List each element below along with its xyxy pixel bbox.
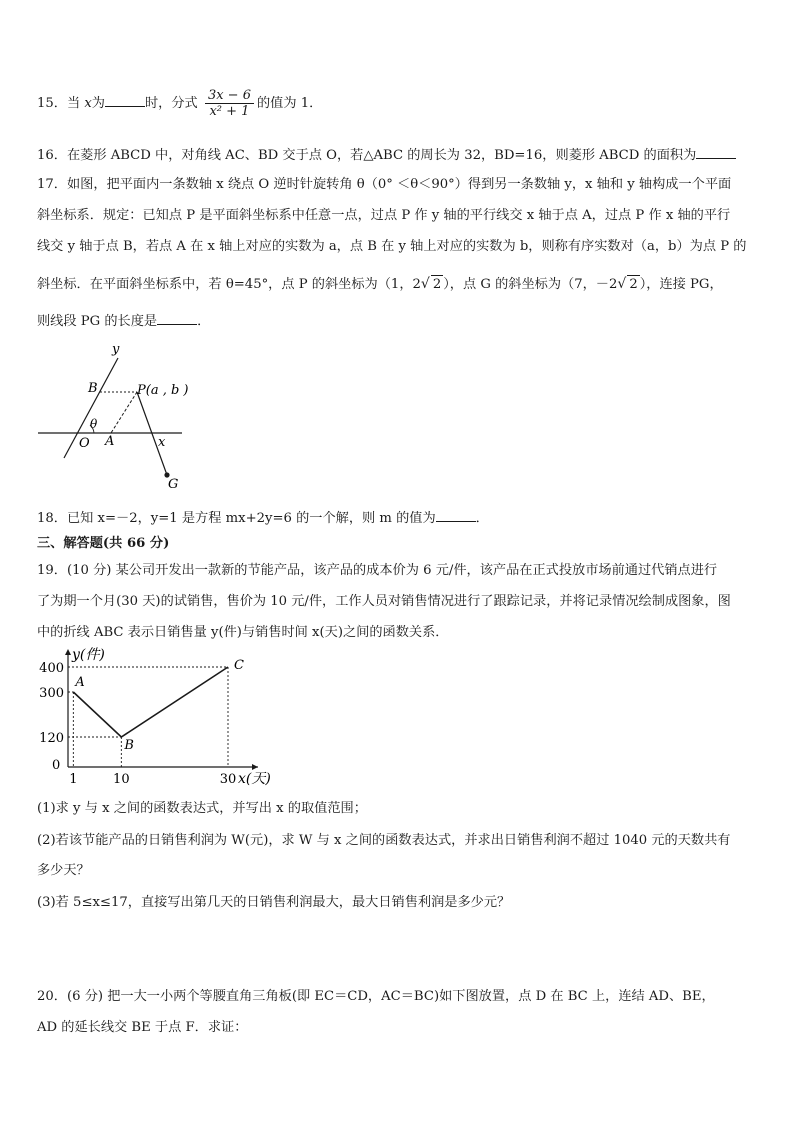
point-label-C: C: [234, 658, 244, 673]
question-19-line-3: 中的折线 ABC 表示日销售量 y(件)与销售时间 x(天)之间的函数关系．: [37, 625, 449, 640]
question-19-sub-2-line-2: 多少天？: [37, 863, 90, 878]
point-label-B: B: [124, 738, 134, 753]
question-17-line-2: 斜坐标系．规定：已知点 P 是平面斜坐标系中任意一点，过点 P 作 y 轴的平行线交 x 轴于点 A，过点 P 作 x 轴的平行: [37, 208, 731, 223]
sales-chart: [30, 643, 271, 793]
question-18: 18．已知 x=－2，y=1 是方程 mx+2y=6 的一个解，则 m 的值为 ．: [37, 511, 489, 526]
x-tick-label-30: 30: [219, 772, 237, 787]
question-17-line-5: 则线段 PG 的长度是 ．: [37, 314, 211, 329]
fraction-numerator: 3x − 6: [205, 88, 254, 104]
x-tick-label-1: 1: [69, 772, 78, 787]
label-x: x: [158, 435, 166, 450]
question-19-sub-2-line-1: (2)若该节能产品的日销售利润为 W(元)，求 W 与 x 之间的函数表达式，并求出日销售利润不超过 1040 元的天数共有: [37, 833, 731, 848]
y-axis-arrow: [65, 649, 71, 655]
section-title: 三、解答题(共 66 分): [37, 536, 170, 551]
point-label-A: A: [75, 675, 85, 690]
question-17-line-4: 斜坐标．在平面斜坐标系中，若 θ=45°，点 P 的斜坐标为（1，2√ 2 ），点 G 的斜坐标为（7，－2√ 2 ），连接 PG，: [37, 276, 723, 292]
question-17-line-3: 线交 y 轴于点 B，若点 A 在 x 轴上对应的实数为 a，点 B 在 y 轴上对应的实数为 b，则称有序实数对（a，b）为点 P 的: [37, 239, 747, 254]
x-tick-label-10: 10: [113, 772, 130, 787]
y-axis-label: y(件): [72, 647, 105, 663]
answer-blank[interactable]: [157, 312, 197, 325]
label-G: G: [168, 477, 179, 492]
question-15: 15．当 x为 时，分式 $\frac{3x - 6}{\text{x² + 1}}$ 的值为 1．: [37, 88, 323, 119]
question-20-line-1: 20．(6 分) 把一大一小两个等腰直角三角板(即 EC＝CD，AC＝BC)如下图放置，点 D 在 BC 上，连结 AD、BE，: [37, 989, 715, 1004]
question-16: 16．在菱形 ABCD 中，对角线 AC、BD 交于点 O，若△ABC 的周长为 32，BD=16，则菱形 ABCD 的面积为: [37, 146, 736, 165]
label-theta: θ: [90, 417, 98, 431]
label-O: O: [79, 436, 90, 451]
y-tick-label-120: 120: [39, 731, 64, 746]
label-P: P(a , b ): [137, 383, 189, 398]
label-A: A: [105, 434, 115, 449]
origin-label: 0: [52, 758, 61, 773]
y-tick-label-300: 300: [39, 686, 64, 701]
question-19-sub-1: (1)求 y 与 x 之间的函数表达式，并写出 x 的取值范围；: [37, 801, 367, 816]
line-ABC: [73, 667, 228, 737]
label-y: y: [112, 342, 120, 357]
y-tick-label-400: 400: [39, 661, 64, 676]
oblique-coordinate-figure: [34, 340, 214, 490]
segment-PA: [111, 392, 137, 433]
fraction: [205, 88, 254, 119]
question-17-line-1: 17．如图，把平面内一条数轴 x 绕点 O 逆时针旋转角 θ（0° ＜θ＜90°）得到另一条数轴 y，x 轴和 y 轴构成一个平面: [37, 177, 732, 192]
label-B: B: [88, 381, 98, 396]
x-axis-label: x(天): [238, 771, 271, 787]
question-19-line-2: 了为期一个月(30 天)的试销售，售价为 10 元/件，工作人员对销售情况进行了跟踪记录，并将记录情况绘制成图象，图: [37, 594, 731, 609]
question-19-sub-3: (3)若 5≤x≤17，直接写出第几天的日销售利润最大，最大日销售利润是多少元？: [37, 895, 511, 910]
answer-blank[interactable]: [436, 509, 476, 522]
question-20-line-2: AD 的延长线交 BE 于点 F．求证：: [37, 1020, 248, 1035]
x-axis-arrow: [252, 764, 258, 770]
question-19-line-1: 19．(10 分) 某公司开发出一款新的节能产品，该产品的成本价为 6 元/件，该产品在正式投放市场前通过代销点进行: [37, 563, 718, 578]
answer-blank[interactable]: [696, 146, 736, 159]
answer-blank[interactable]: [105, 94, 145, 107]
fraction-denominator: x² + 1: [209, 104, 250, 119]
